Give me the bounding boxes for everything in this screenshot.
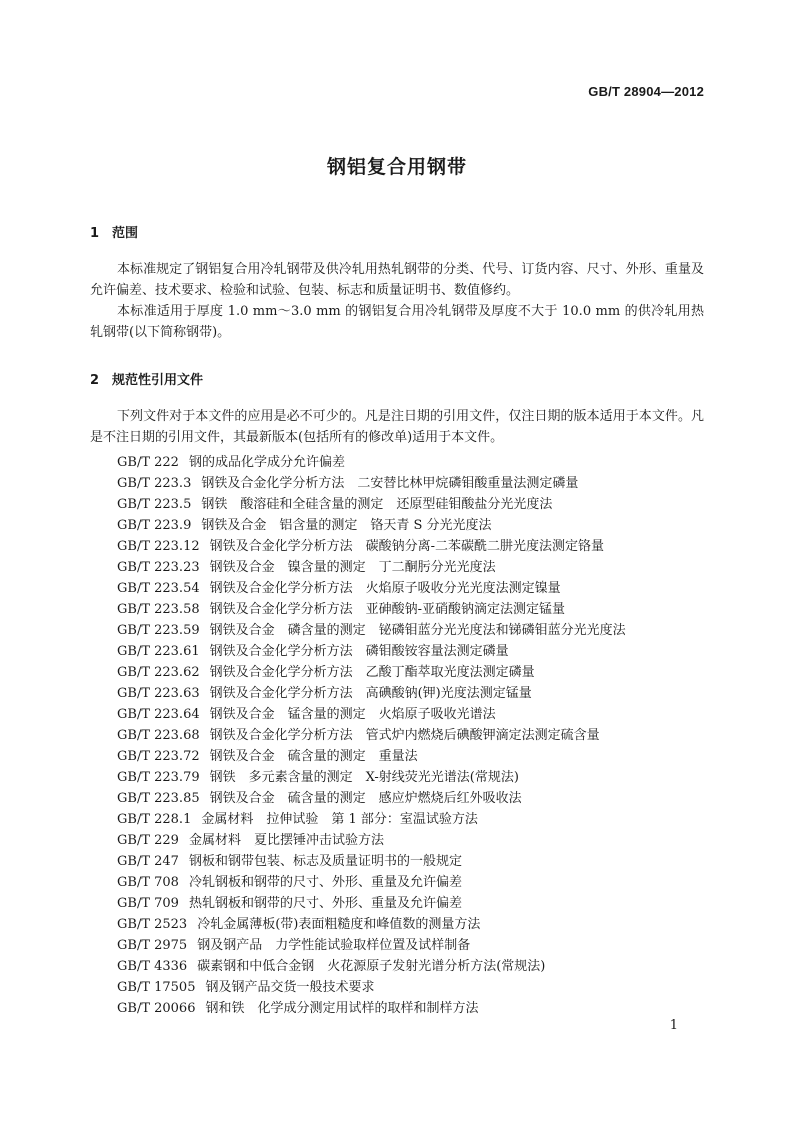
reference-code: GB/T 223.72 xyxy=(117,749,200,764)
reference-item xyxy=(117,935,626,956)
reference-code: GB/T 2523 xyxy=(117,917,188,932)
reference-code: GB/T 228.1 xyxy=(117,812,192,827)
reference-title: 碳素钢和中低合金钢 火花源原子发射光谱分析方法(常规法) xyxy=(197,959,546,974)
reference-title: 钢铁及合金化学分析方法 二安替比林甲烷磷钼酸重量法测定磷量 xyxy=(201,476,579,491)
reference-code: GB/T 223.23 xyxy=(117,560,200,575)
reference-item xyxy=(117,641,626,662)
page-number: 1 xyxy=(669,1018,678,1033)
reference-item xyxy=(117,767,626,788)
reference-title: 钢和铁 化学成分测定用试样的取样和制样方法 xyxy=(205,1001,479,1016)
reference-title: 冷轧钢板和钢带的尺寸、外形、重量及允许偏差 xyxy=(188,875,462,890)
standard-code: GB/T 28904—2012 xyxy=(588,84,704,99)
scope-paragraph: 本标准规定了钢铝复合用冷轧钢带及供冷轧用热轧钢带的分类、代号、订货内容、尺寸、外形、重量及允许偏差、技术要求、检验和试验、包装、标志和质量证明书、数值修约。 xyxy=(90,262,704,298)
reference-list xyxy=(117,452,626,1019)
reference-item xyxy=(117,830,626,851)
reference-title: 钢铁及合金化学分析方法 管式炉内燃烧后碘酸钾滴定法测定硫含量 xyxy=(209,728,600,743)
reference-item xyxy=(117,557,626,578)
reference-item xyxy=(117,599,626,620)
reference-title: 钢铁及合金化学分析方法 火焰原子吸收分光光度法测定镍量 xyxy=(209,581,561,596)
reference-item xyxy=(117,515,626,536)
section-2-heading xyxy=(90,369,203,388)
section-title: 规范性引用文件 xyxy=(112,373,204,388)
reference-title: 钢铁及合金 锰含量的测定 火焰原子吸收光谱法 xyxy=(209,707,496,722)
reference-title: 钢铁及合金 铝含量的测定 铬天青 S 分光光度法 xyxy=(201,518,492,533)
reference-code: GB/T 17505 xyxy=(117,980,196,995)
reference-code: GB/T 223.9 xyxy=(117,518,192,533)
reference-item xyxy=(117,473,626,494)
reference-code: GB/T 223.54 xyxy=(117,581,200,596)
reference-item xyxy=(117,494,626,515)
reference-title: 钢铁及合金 硫含量的测定 感应炉燃烧后红外吸收法 xyxy=(209,791,522,806)
section-1-heading xyxy=(90,222,138,241)
reference-title: 钢及钢产品 力学性能试验取样位置及试样制备 xyxy=(197,938,471,953)
references-intro-paragraph: 下列文件对于本文件的应用是必不可少的。凡是注日期的引用文件，仅注日期的版本适用于本文件。凡是不注日期的引用文件，其最新版本(包括所有的修改单)适用于本文件。 xyxy=(90,409,704,445)
reference-title: 钢铁及合金 镍含量的测定 丁二酮肟分光光度法 xyxy=(209,560,496,575)
reference-item xyxy=(117,683,626,704)
reference-code: GB/T 223.64 xyxy=(117,707,200,722)
reference-item xyxy=(117,452,626,473)
reference-item xyxy=(117,536,626,557)
reference-title: 钢铁及合金化学分析方法 磷钼酸铵容量法测定磷量 xyxy=(209,644,509,659)
reference-item xyxy=(117,662,626,683)
reference-code: GB/T 20066 xyxy=(117,1001,196,1016)
section-number: 1 xyxy=(90,226,100,241)
reference-code: GB/T 223.59 xyxy=(117,623,200,638)
reference-code: GB/T 223.3 xyxy=(117,476,192,491)
reference-item xyxy=(117,914,626,935)
applicability-paragraph: 本标准适用于厚度 1.0 mm～3.0 mm 的钢铝复合用冷轧钢带及厚度不大于 10.0 mm 的供冷轧用热轧钢带(以下简称钢带)。 xyxy=(90,304,704,340)
reference-title: 钢铁 酸溶硅和全硅含量的测定 还原型硅钼酸盐分光光度法 xyxy=(201,497,553,512)
reference-title: 钢铁及合金 磷含量的测定 铋磷钼蓝分光光度法和锑磷钼蓝分光光度法 xyxy=(209,623,626,638)
reference-item xyxy=(117,809,626,830)
reference-code: GB/T 223.79 xyxy=(117,770,200,785)
section-number: 2 xyxy=(90,373,100,388)
reference-item xyxy=(117,998,626,1019)
reference-title: 冷轧金属薄板(带)表面粗糙度和峰值数的测量方法 xyxy=(197,917,481,932)
reference-code: GB/T 4336 xyxy=(117,959,188,974)
reference-item xyxy=(117,725,626,746)
reference-title: 金属材料 拉伸试验 第 1 部分：室温试验方法 xyxy=(201,812,478,827)
reference-title: 钢铁及合金化学分析方法 高碘酸钠(钾)光度法测定锰量 xyxy=(209,686,532,701)
reference-item xyxy=(117,704,626,725)
reference-code: GB/T 247 xyxy=(117,854,179,869)
reference-title: 钢的成品化学成分允许偏差 xyxy=(188,455,345,470)
reference-code: GB/T 223.62 xyxy=(117,665,200,680)
reference-code: GB/T 223.68 xyxy=(117,728,200,743)
section-title: 范围 xyxy=(112,226,139,241)
reference-title: 钢板和钢带包装、标志及质量证明书的一般规定 xyxy=(188,854,462,869)
reference-code: GB/T 223.12 xyxy=(117,539,200,554)
reference-item xyxy=(117,956,626,977)
reference-item xyxy=(117,977,626,998)
reference-item xyxy=(117,788,626,809)
reference-title: 钢及钢产品交货一般技术要求 xyxy=(205,980,375,995)
reference-item xyxy=(117,872,626,893)
reference-code: GB/T 222 xyxy=(117,455,179,470)
reference-title: 钢铁及合金化学分析方法 乙酸丁酯萃取光度法测定磷量 xyxy=(209,665,535,680)
reference-title: 钢铁及合金 硫含量的测定 重量法 xyxy=(209,749,418,764)
reference-code: GB/T 223.63 xyxy=(117,686,200,701)
reference-item xyxy=(117,851,626,872)
reference-item xyxy=(117,893,626,914)
reference-code: GB/T 223.5 xyxy=(117,497,192,512)
reference-title: 钢铁 多元素含量的测定 X-射线荧光光谱法(常规法) xyxy=(209,770,519,785)
reference-code: GB/T 2975 xyxy=(117,938,188,953)
reference-code: GB/T 709 xyxy=(117,896,179,911)
document-title: 钢铝复合用钢带 xyxy=(326,156,467,178)
reference-item xyxy=(117,620,626,641)
reference-title: 钢铁及合金化学分析方法 亚砷酸钠-亚硝酸钠滴定法测定锰量 xyxy=(209,602,566,617)
reference-code: GB/T 223.85 xyxy=(117,791,200,806)
reference-code: GB/T 708 xyxy=(117,875,179,890)
reference-item xyxy=(117,578,626,599)
reference-title: 热轧钢板和钢带的尺寸、外形、重量及允许偏差 xyxy=(188,896,462,911)
reference-code: GB/T 229 xyxy=(117,833,179,848)
reference-code: GB/T 223.58 xyxy=(117,602,200,617)
reference-item xyxy=(117,746,626,767)
reference-title: 钢铁及合金化学分析方法 碳酸钠分离-二苯碳酰二肼光度法测定铬量 xyxy=(209,539,605,554)
reference-title: 金属材料 夏比摆锤冲击试验方法 xyxy=(188,833,384,848)
reference-code: GB/T 223.61 xyxy=(117,644,200,659)
